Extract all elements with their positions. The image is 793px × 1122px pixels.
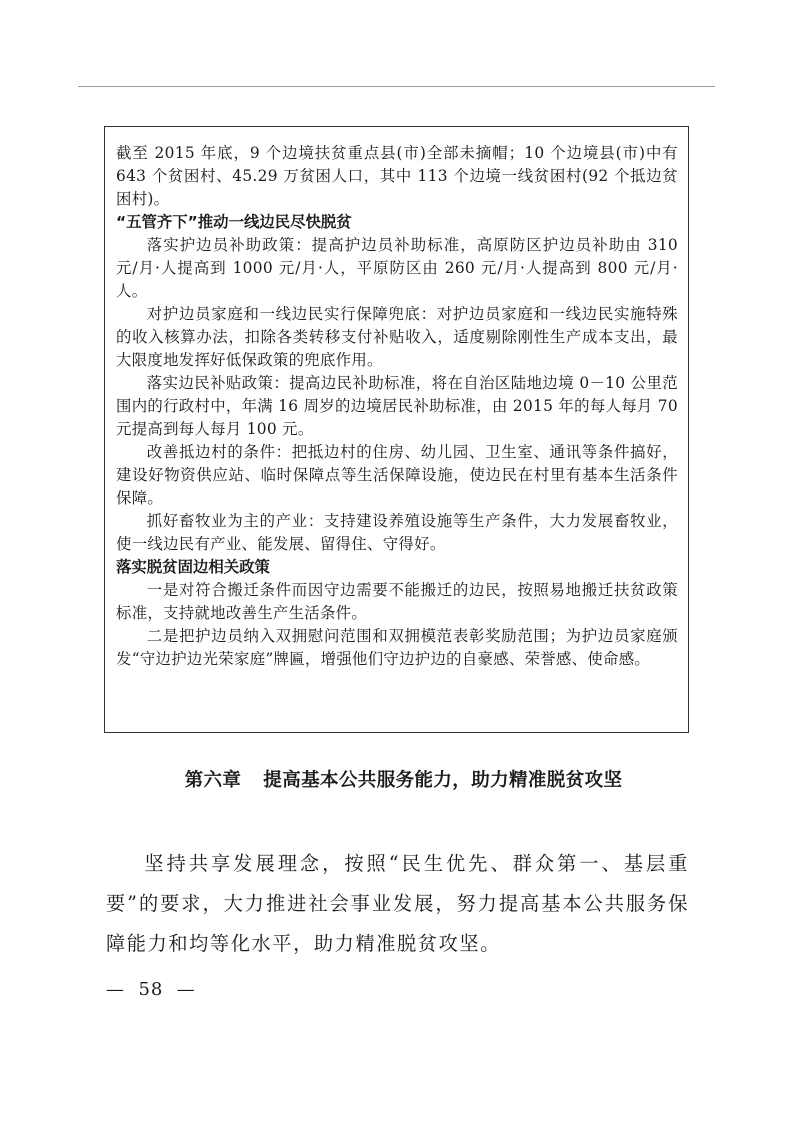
chapter-title-text: 提高基本公共服务能力，助力精准脱贫攻坚 <box>263 770 623 791</box>
section1-paragraph-5: 抓好畜牧业为主的产业：支持建设养殖设施等生产条件，大力发展畜牧业，使一线边民有产业、能发展、留得住、守得好。 <box>116 512 678 553</box>
chapter-intro-paragraph: 坚持共享发展理念，按照“民生优先、群众第一、基层重要”的要求，大力推进社会事业发展，努力提高基本公共服务保障能力和均等化水平，助力精准脱贫攻坚。 <box>106 852 689 955</box>
section2-paragraph-1: 一是对符合搬迁条件而因守边需要不能搬迁的边民，按照易地搬迁扶贫政策标准，支持就地改善生产生活条件。 <box>116 581 678 622</box>
section1-paragraph-2: 对护边员家庭和一线边民实行保障兜底：对护边员家庭和一线边民实施特殊的收入核算办法，扣除各类转移支付补贴收入，适度剔除刚性生产成本支出，最大限度地发挥好低保政策的兜底作用。 <box>116 305 678 369</box>
sidebar-box <box>104 126 689 733</box>
section1-paragraph-4: 改善抵边村的条件：把抵边村的住房、幼儿园、卫生室、通讯等条件搞好，建设好物资供应站、临时保障点等生活保障设施，使边民在村里有基本生活条件保障。 <box>116 443 678 507</box>
header-rule <box>78 86 715 87</box>
section1-paragraph-3: 落实边民补贴政策：提高边民补助标准，将在自治区陆地边境 0－10 公里范围内的行政村中，年满 16 周岁的边境居民补助标准，由 2015 年的每人每月 70 元提高到每人每月 100 元。 <box>116 374 678 438</box>
section1-paragraph-1: 落实护边员补助政策：提高护边员补助标准，高原防区护边员补助由 310 元/月·人提高到 1000 元/月·人，平原防区由 260 元/月·人提高到 800 元/月·人。 <box>116 236 678 300</box>
chapter-heading <box>0 766 793 796</box>
section-heading-five-measures: “五管齐下”推动一线边民尽快脱贫 <box>116 213 352 231</box>
box-intro-paragraph: 截至 2015 年底，9 个边境扶贫重点县(市)全部未摘帽；10 个边境县(市)中有 643 个贫困村、45.29 万贫困人口，其中 113 个边境一线贫困村(92 个抵边贫困村)。 <box>116 144 678 208</box>
section-heading-related-policies: 落实脱贫固边相关政策 <box>116 558 270 576</box>
section2-paragraph-2: 二是把护边员纳入双拥慰问范围和双拥模范表彰奖励范围；为护边员家庭颁发“守边护边光荣家庭”牌匾，增强他们守边护边的自豪感、荣誉感、使命感。 <box>116 627 678 668</box>
page-number: — 58 — <box>106 979 196 1000</box>
chapter-number: 第六章 <box>184 770 242 791</box>
